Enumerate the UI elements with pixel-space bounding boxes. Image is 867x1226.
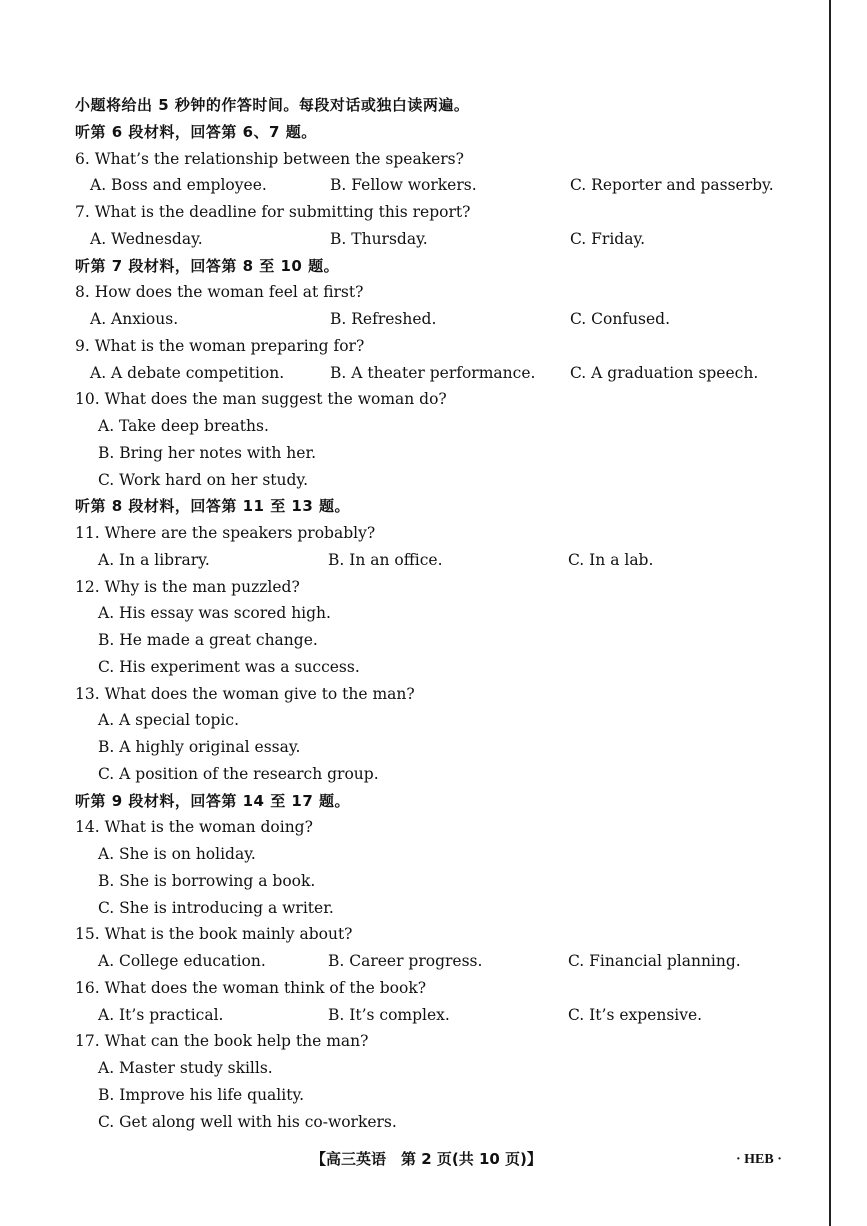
question: 10. What does the man suggest the woman do? [75, 390, 447, 409]
option-b: B. A highly original essay. [98, 738, 301, 756]
section-heading: 听第 6 段材料，回答第 6、7 题。 [75, 122, 317, 141]
option-a: A. Take deep breaths. [98, 417, 269, 435]
option-a: A. Boss and employee. [90, 176, 267, 195]
option-b: B. Thursday. [330, 229, 428, 248]
option-a: A. Wednesday. [90, 229, 203, 248]
option-c: C. It’s expensive. [568, 1005, 703, 1024]
question: 15. What is the book mainly about? [75, 925, 353, 944]
option-b: B. He made a great change. [98, 631, 318, 649]
option-c: C. Friday. [570, 229, 646, 248]
options-row [75, 172, 815, 199]
options-row [75, 1002, 815, 1029]
option-b: B. In an office. [328, 550, 443, 569]
option-a: A. It’s practical. [98, 1005, 224, 1024]
question: 8. How does the woman feel at first? [75, 283, 364, 302]
option-c: C. A graduation speech. [570, 363, 759, 382]
option-c: C. Get along well with his co-workers. [98, 1112, 397, 1131]
exam-content [75, 92, 815, 1135]
option-b: B. A theater performance. [330, 363, 536, 382]
section-heading: 听第 9 段材料，回答第 14 至 17 题。 [75, 791, 351, 810]
page-number-label: 【高三英语 第 2 页(共 10 页)】 [311, 1150, 542, 1168]
option-b: B. Fellow workers. [330, 176, 477, 195]
intro-text: 小题将给出 5 秒钟的作答时间。每段对话或独白读两遍。 [75, 96, 470, 114]
options-row [75, 547, 815, 574]
question: 11. Where are the speakers probably? [75, 524, 376, 542]
option-a: A. A debate competition. [90, 363, 285, 382]
option-c: C. Confused. [570, 310, 671, 328]
section-heading: 听第 8 段材料，回答第 11 至 13 题。 [75, 497, 351, 516]
question: 16. What does the woman think of the book? [75, 978, 427, 997]
option-c: C. Financial planning. [568, 952, 741, 970]
option-c: C. A position of the research group. [98, 764, 379, 783]
option-a: A. In a library. [98, 550, 210, 569]
page-edge-line [829, 0, 831, 1226]
option-c: C. She is introducing a writer. [98, 898, 334, 917]
option-a: A. She is on holiday. [98, 845, 256, 863]
option-c: C. His experiment was a success. [98, 657, 360, 676]
option-a: A. Anxious. [90, 310, 179, 328]
question: 6. What’s the relationship between the speakers? [75, 149, 464, 168]
option-b: B. Career progress. [328, 952, 483, 970]
options-row [75, 948, 815, 975]
option-b: B. It’s complex. [328, 1005, 450, 1024]
question: 7. What is the deadline for submitting this report? [75, 203, 471, 221]
option-b: B. Refreshed. [330, 310, 437, 328]
question: 17. What can the book help the man? [75, 1032, 369, 1051]
question: 12. Why is the man puzzled? [75, 577, 300, 596]
option-a: A. A special topic. [98, 711, 240, 730]
page-footer [0, 1148, 867, 1172]
exam-code: · HEB · [736, 1152, 782, 1167]
option-c: C. Work hard on her study. [98, 470, 309, 489]
option-a: A. Master study skills. [98, 1059, 273, 1077]
option-b: B. She is borrowing a book. [98, 871, 316, 890]
options-row [75, 360, 815, 387]
options-row [75, 226, 815, 253]
question: 13. What does the woman give to the man? [75, 684, 415, 703]
question: 9. What is the woman preparing for? [75, 336, 365, 355]
option-c: C. In a lab. [568, 550, 654, 569]
option-b: B. Improve his life quality. [98, 1085, 305, 1104]
option-c: C. Reporter and passerby. [570, 176, 774, 195]
option-b: B. Bring her notes with her. [98, 443, 317, 462]
option-a: A. College education. [98, 952, 266, 970]
question: 14. What is the woman doing? [75, 818, 313, 837]
option-a: A. His essay was scored high. [98, 604, 331, 623]
options-row [75, 306, 815, 333]
section-heading: 听第 7 段材料，回答第 8 至 10 题。 [75, 256, 340, 275]
